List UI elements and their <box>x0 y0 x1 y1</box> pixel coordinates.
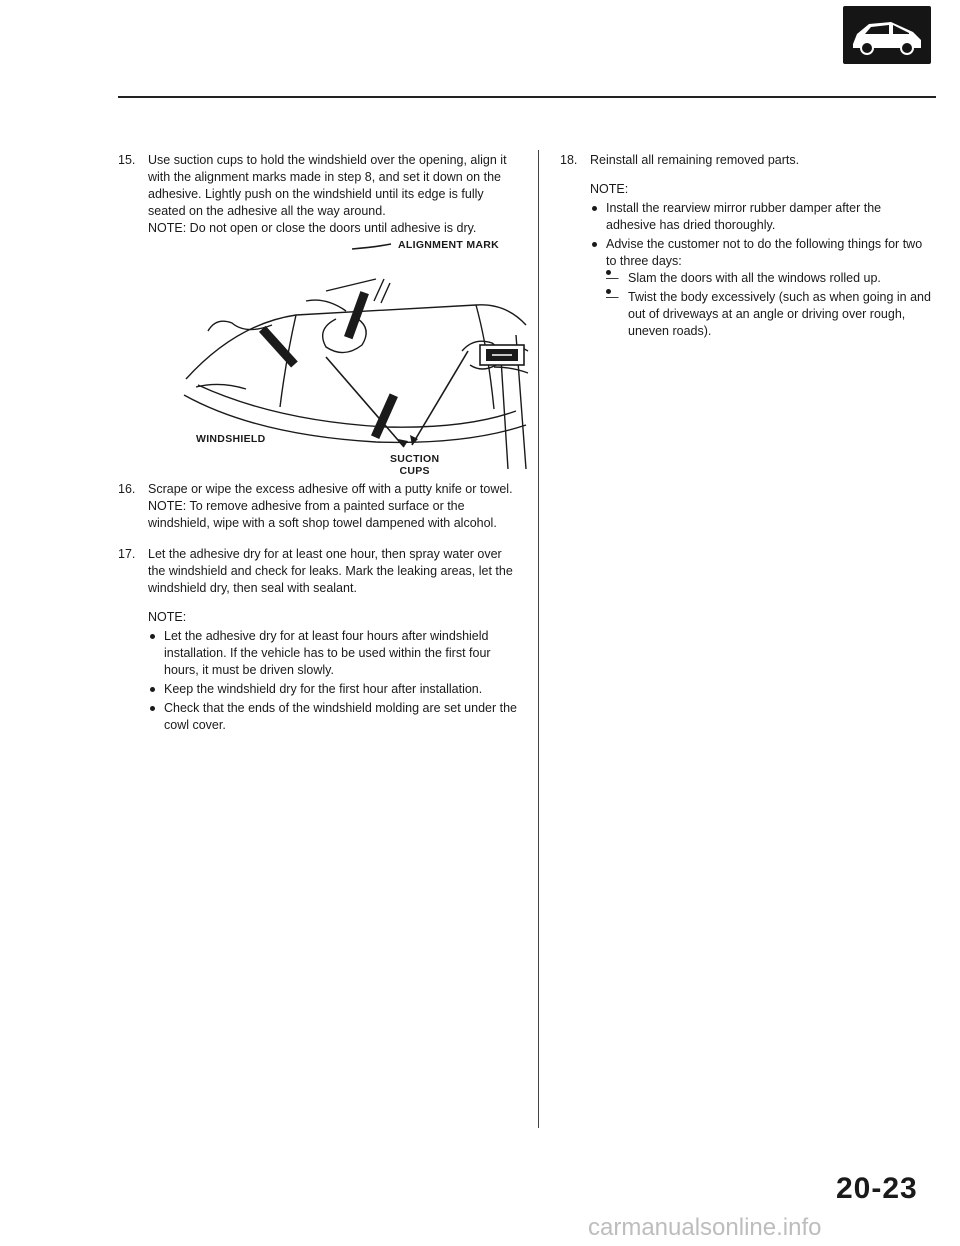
label-suction-cups-line2: CUPS <box>399 465 430 477</box>
windshield-installation-figure <box>176 239 536 475</box>
list-item <box>590 236 932 340</box>
step-18 <box>560 152 932 340</box>
list-item: Keep the windshield dry for the first hour after installation. <box>148 681 518 698</box>
step-number: 17. <box>118 547 136 561</box>
column-divider <box>538 150 539 1128</box>
label-suction-cups-line1: SUCTION <box>390 453 440 465</box>
dash-item: — Twist the body excessively (such as when going in and out of driveways at an angle or driving over rough, uneven roads). <box>606 289 932 340</box>
page-number: 20-23 <box>836 1172 918 1205</box>
header-rule <box>118 96 936 98</box>
step-text: Reinstall all remaining removed parts. <box>590 153 800 167</box>
step-number: 15. <box>118 153 136 167</box>
label-windshield: WINDSHIELD <box>196 433 266 445</box>
list-item: Check that the ends of the windshield molding are set under the cowl cover. <box>148 700 518 734</box>
list-item: Let the adhesive dry for at least four hours after windshield installation. If the vehicle has to be used within the first four hours, it must be driven slowly. <box>148 628 518 679</box>
right-column <box>560 152 932 342</box>
label-alignment-mark: ALIGNMENT MARK <box>398 239 500 251</box>
step-note: NOTE: To remove adhesive from a painted surface or the windshield, wipe with a soft shop towel dampened with alcohol. <box>148 499 497 530</box>
step-note: NOTE: Do not open or close the doors until adhesive is dry. <box>148 221 477 235</box>
step-note <box>148 609 518 734</box>
watermark: carmanualsonline.info <box>588 1214 822 1241</box>
list-item: Install the rearview mirror rubber damper after the adhesive has dried thoroughly. <box>590 200 932 234</box>
label-suction-cups <box>390 453 439 477</box>
step-17 <box>118 546 518 734</box>
step-number: 18. <box>560 153 578 167</box>
step-text: Use suction cups to hold the windshield over the opening, align it with the alignment marks made in step 8, and set it down on the adhesive. Lightly push on the windshield until its edge is fully seated on the adhesive all the way around. <box>148 153 507 218</box>
step-text: Scrape or wipe the excess adhesive off with a putty knife or towel. <box>148 482 513 496</box>
step-16 <box>118 481 518 532</box>
step-text: Let the adhesive dry for at least one hour, then spray water over the windshield and check for leaks. Mark the leaking areas, let the windshield dry, then seal with sealant. <box>148 547 513 595</box>
note-bullets <box>148 628 518 734</box>
list-item-text: Advise the customer not to do the following things for two to three days: <box>606 237 923 268</box>
dash-list <box>606 270 932 340</box>
step-number: 16. <box>118 482 136 496</box>
note-label: NOTE: <box>590 182 629 196</box>
car-hatchback-icon <box>843 6 931 64</box>
note-bullets <box>590 200 932 340</box>
dash-item: — Slam the doors with all the windows rolled up. <box>606 270 932 287</box>
note-label: NOTE: <box>148 610 187 624</box>
left-column <box>118 152 518 736</box>
step-15 <box>118 152 518 475</box>
step-note <box>590 181 932 340</box>
